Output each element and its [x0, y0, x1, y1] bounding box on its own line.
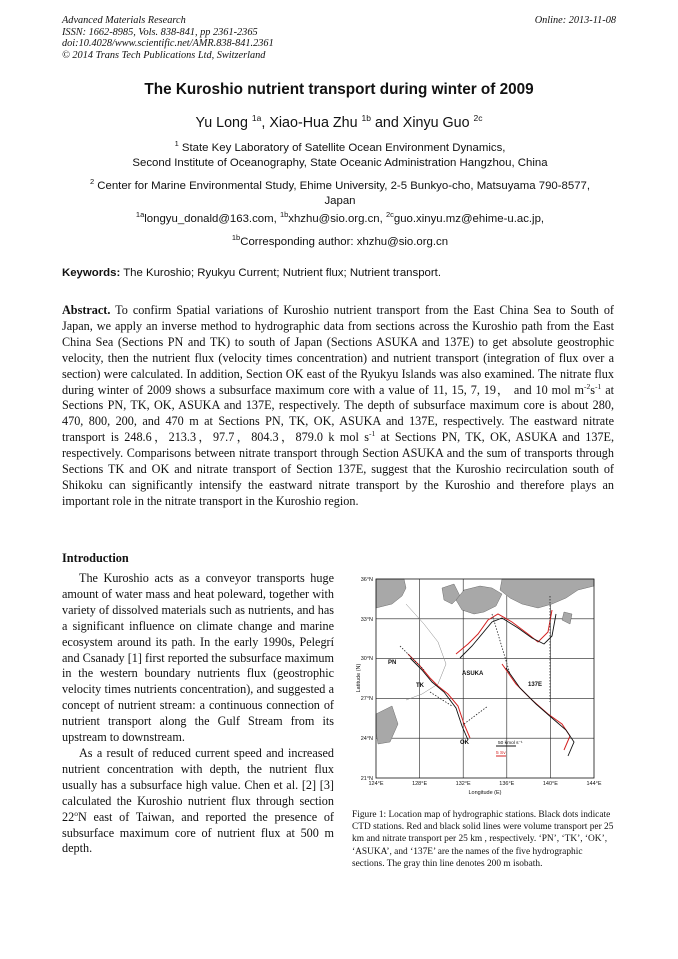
- section-label-pn: PN: [388, 660, 397, 666]
- author-sup: 2c: [473, 113, 483, 123]
- y-axis-label: Latitude (N): [356, 663, 362, 693]
- affiliation-text: Center for Marine Environmental Study, Ehime University, 2-5 Bunkyo-cho, Matsuyama 790-8577,: [94, 179, 591, 192]
- paragraph: [62, 746, 334, 857]
- online-date: Online: 2013-11-08: [534, 15, 616, 26]
- section-label-137e: 137E: [528, 682, 543, 688]
- location-map-figure: [352, 574, 602, 799]
- doi-line: doi:10.4028/www.scientific.net/AMR.838-841.2361: [62, 38, 274, 50]
- nitrate-transport-lines: [410, 614, 574, 756]
- abstract-text: at Sections PN, TK, OK, ASUKA and 137E, respectively. The depth of subsurface maximum core is about 280, 470, 800, 200, and 470 m at Sections PN, TK, OK, ASUKA and 137E, respectively. The eastward nitrate transport is 248.6，213.3，97.7，804.3，879.0 k mol s: [62, 382, 615, 445]
- abstract-text: s: [590, 382, 596, 397]
- section-label-tk: TK: [416, 683, 424, 689]
- affiliation-1: [30, 136, 650, 171]
- lat-tick-label: 27°N: [360, 696, 373, 702]
- introduction-body: [62, 571, 334, 857]
- exponent: -1: [369, 429, 376, 439]
- paper-title: The Kuroshio nutrient transport during winter of 2009: [144, 81, 534, 98]
- lon-tick-label: 124°E: [368, 781, 384, 787]
- lon-tick-label: 128°E: [412, 781, 428, 787]
- author-emails: [30, 207, 650, 227]
- legend-label: 50 kmol s⁻¹: [498, 741, 523, 746]
- author-list: [0, 113, 678, 131]
- island-land: [562, 612, 572, 624]
- abstract: [62, 303, 614, 510]
- abstract-text: at Sections PN, TK, OK, ASUKA and 137E, respectively. Comparisons between nitrate transport through Section ASUKA and the sum of transports through Sections TK and OK and nitrate transport of Section 137E, suggest that the Kuroshio recirculation south of Shikoku can significantly intensify the eastward nitrate transport by the Kuroshio and therefore plays an important role in the nitrate transport in the Kuroshio region.: [62, 430, 614, 508]
- affiliation-text: Second Institute of Oceanography, State Oceanic Administration Hangzhou, China: [132, 156, 548, 169]
- author-name: and Xinyu Guo: [371, 114, 474, 131]
- author-name: Yu Long: [195, 114, 252, 131]
- transport-line-black: [460, 614, 556, 658]
- paragraph: The Kuroshio acts as a conveyor transports huge amount of water mass and heat poleward, together with variety of dissolved materials such as nutrients, and has a significant influence on climate change and marine ecosystem around its path. In the early 1990s, Pelegrí and Csanady [1] first reported the subsurface maximum in the western boundary nutrients flux (geostrophic velocity times nutrients concentration), and suggested a concept of nutrient stream: a continuous connection of nutrient transport along the Gulf Stream from its upstream to downstream.: [62, 571, 334, 745]
- affiliation-sup: 2: [89, 177, 95, 186]
- isobath-line: [406, 604, 446, 700]
- lat-tick-label: 36°N: [360, 577, 373, 583]
- section-lines: [400, 596, 550, 724]
- lon-tick-label: 132°E: [455, 781, 471, 787]
- abstract-text: To confirm Spatial variations of Kuroshio nutrient transport from the East China Sea to South of Japan, we apply an inverse method to hydrographic data from sections across the Kuroshio path from the East China Sea (Sections PN and TK) to south of Japan (Sections ASUKA and 137E) to get absolute geostrophic velocity, then the nutrient flux (velocity times concentration) and nutrient transport (integration of flux over a section) were calculated. In addition, Section OK east of the Ryukyu Islands was also examined. The nitrate flux during winter of 2009 shows a subsurface maximum core with a value of 11, 15, 7, 19， and 10 mol m: [62, 303, 614, 397]
- keywords: [62, 267, 441, 279]
- author-name: , Xiao-Hua Zhu: [261, 114, 362, 131]
- journal-name: Advanced Materials Research: [62, 15, 186, 26]
- lon-tick-label: 140°E: [542, 781, 558, 787]
- lat-tick-label: 30°N: [360, 656, 373, 662]
- copyright-line: © 2014 Trans Tech Publications Ltd, Switzerland: [62, 49, 266, 61]
- paragraph-text: As a result of reduced current speed and increased nutrient concentration with depth, the nutrient flux usually has a subsurface high value. Chen et al. [2] [3] calculated the Kuroshio nutrient flux through section 22: [62, 745, 334, 824]
- lon-tick-label: 144°E: [586, 781, 602, 787]
- author-sup: 1a: [251, 113, 262, 123]
- figure-caption: Figure 1: Location map of hydrographic stations. Black dots indicate CTD stations. Red and black solid lines were volume transport per 25 km and nitrate transport per 25 km , respectively. ‘PN’, ‘TK’, ‘OK’, ‘ASUKA’, and ‘137E’ are the names of the five hydrographic sections. The gray thin line denotes 200 m isobath.: [352, 810, 614, 869]
- lat-tick-label: 24°N: [360, 736, 373, 742]
- legend-label: 5 Sv: [496, 751, 506, 756]
- exponent: -1: [595, 381, 602, 391]
- email-address: xhzhu@sio.org.cn,: [288, 212, 386, 225]
- abstract-label: Abstract.: [62, 303, 111, 317]
- email-sup: 1a: [135, 210, 145, 219]
- email-address: longyu_donald@163.com,: [144, 212, 280, 225]
- keywords-label: Keywords:: [62, 267, 121, 279]
- volume-transport-lines: [408, 610, 570, 750]
- email-sup: 1b: [279, 210, 289, 219]
- email-address: guo.xinyu.mz@ehime-u.ac.jp,: [393, 212, 545, 225]
- map-legend: [496, 740, 523, 756]
- affiliation-text: State Key Laboratory of Satellite Ocean Environment Dynamics,: [178, 141, 506, 154]
- email-sup: 2c: [385, 210, 394, 219]
- lat-tick-label: 33°N: [360, 617, 373, 623]
- section-label-asuka: ASUKA: [462, 671, 484, 677]
- section-asuka-line: [492, 614, 510, 674]
- affiliation-2: [30, 174, 650, 209]
- keywords-text: The Kuroshio; Ryukyu Current; Nutrient flux; Nutrient transport.: [120, 267, 441, 279]
- x-axis-label: Longitude (E): [468, 790, 502, 796]
- issn-line: ISSN: 1662-8985, Vols. 838-841, pp 2361-2365: [62, 26, 258, 38]
- paragraph-text: N east of Taiwan, and reported the presence of subsurface maximum core of nutrient flux at 500 m depth.: [62, 809, 334, 856]
- author-sup: 1b: [361, 113, 371, 123]
- japan-land: [500, 579, 594, 608]
- degree-sup: o: [74, 808, 78, 818]
- journal-header: [62, 15, 274, 61]
- land-masses: [376, 579, 594, 744]
- exponent: -2: [584, 381, 591, 391]
- email-sup: 1b: [231, 233, 241, 242]
- section-label-ok: OK: [460, 740, 469, 746]
- section-heading: Introduction: [62, 551, 129, 565]
- corresponding-author-text: Corresponding author: xhzhu@sio.org.cn: [240, 235, 449, 248]
- affiliation-text: Japan: [324, 194, 356, 207]
- transport-line-black: [410, 658, 468, 740]
- lon-tick-label: 136°E: [499, 781, 515, 787]
- continent-land: [376, 579, 406, 608]
- affiliation-sup: 1: [174, 139, 179, 148]
- section-ok-line: [464, 706, 488, 724]
- lat-tick-label: 21°N: [360, 776, 373, 782]
- corresponding-author: [30, 230, 650, 250]
